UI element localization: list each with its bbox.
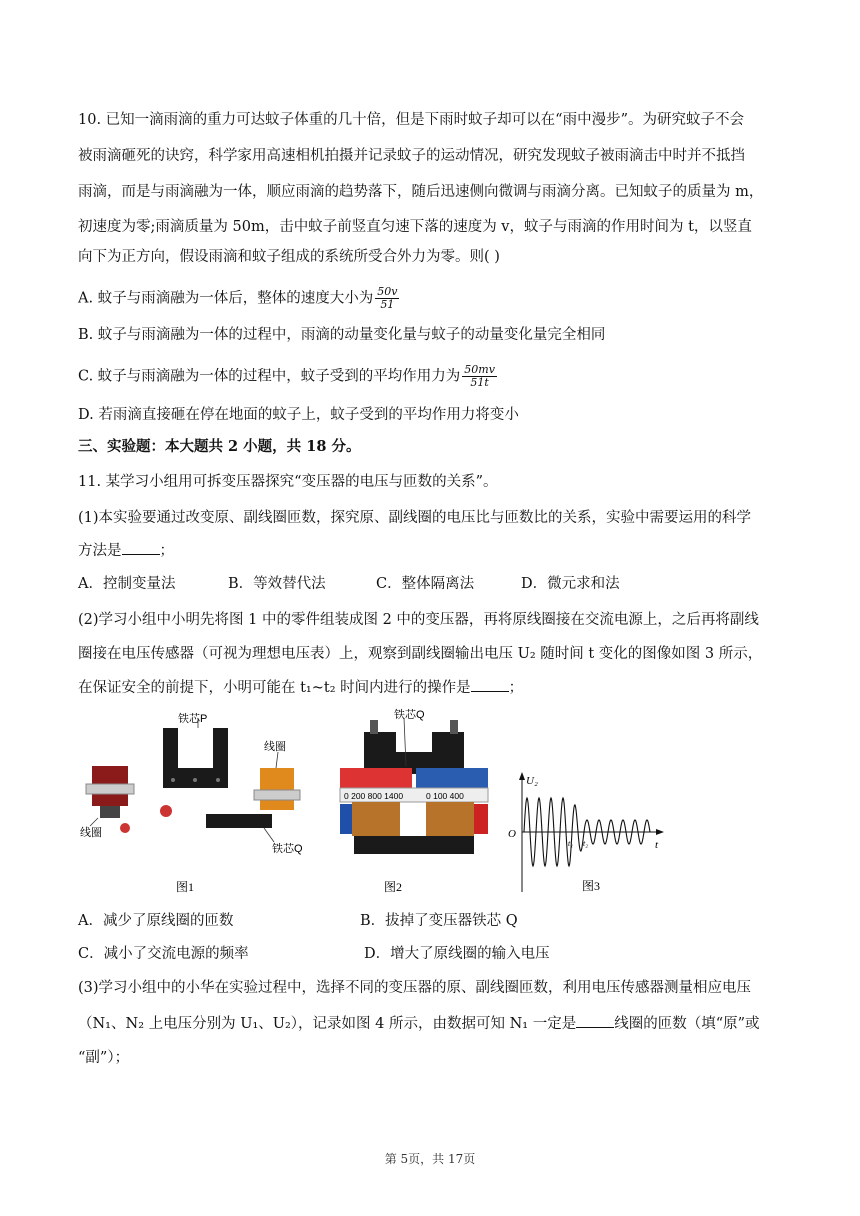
q11-p3-line-1: (3)学习小组中的小华在实验过程中，选择不同的变压器的原、副线圈匝数，利用电压传感器测量相应电压 (78, 980, 752, 996)
q10-option-b: B. 蚊子与雨滴融为一体的过程中，雨滴的动量变化量与蚊子的动量变化量完全相同 (78, 327, 606, 343)
left-coil-base (100, 806, 120, 818)
q10-line-2: 被雨滴砸死的诀窍，科学家用高速相机拍摄并记录蚊子的运动情况，研究发现蚊子被雨滴击中时并不抵挡 (78, 148, 745, 164)
p1-option-a: A．控制变量法 (78, 576, 176, 592)
label-coil-top: 线圈 (264, 741, 286, 753)
q11-p3-line-3: “副”）； (78, 1050, 130, 1066)
label-core-q-2: 铁芯Q (394, 709, 425, 721)
p2-options-row-2 (78, 944, 550, 964)
label-coil-left: 线圈 (80, 827, 102, 839)
x-axis-label: t (655, 839, 659, 851)
q11-p1-options (78, 574, 620, 594)
answer-blank-3[interactable] (576, 1013, 614, 1028)
q11-p1-line-1: (1)本实验要通过改变原、副线圈匝数，探究原、副线圈的电压比与匝数比的关系，实验中需要运用的科学 (78, 510, 752, 526)
p2-option-b: B．拔掉了变压器铁芯 Q (360, 913, 518, 929)
right-coil-body (260, 768, 294, 810)
origin-label: O (508, 828, 516, 840)
core-base (354, 836, 474, 854)
q11-p2-line-3: 在保证安全的前提下，小明可能在 t₁~t₂ 时间内进行的操作是 ； (78, 677, 788, 698)
fraction-c: $\frac{50mv}{51t}$ (464, 363, 495, 389)
left-coil-top (340, 768, 412, 788)
scale-right-text: 0 100 400 (426, 791, 464, 801)
figure-1-transformer-parts (78, 708, 328, 898)
q11-p3-line-2: （N₁、N₂ 上电压分别为 U₁、U₂），记录如图 4 所示，由数据可知 N₁ 一定是 线圈的匝数（填“原”或 (78, 1013, 788, 1034)
right-coil-copper (426, 802, 474, 836)
q10-option-c: C. 蚊子与雨滴融为一体的过程中，蚊子受到的平均作用力为 $\frac{50mv}{51t}$ (78, 363, 495, 389)
scale-left-text: 0 200 800 1400 (344, 791, 404, 801)
label-core-q: 铁芯Q (272, 843, 303, 855)
figure-2-assembled-transformer (334, 706, 494, 898)
figure-3-voltage-graph (500, 770, 670, 898)
core-q (206, 814, 272, 828)
q11-p1-line-2: 方法是 ； (78, 540, 788, 561)
figure-1-caption: 图1 (176, 880, 195, 894)
fraction-a: $\frac{50v}{51}$ (377, 285, 398, 311)
q11-intro: 11. 某学习小组用可拆变压器探究“变压器的电压与匝数的关系”。 (78, 474, 498, 490)
answer-blank-1[interactable] (122, 540, 160, 555)
core-p-gap (178, 728, 213, 768)
figure-3-caption: 图3 (582, 879, 601, 893)
figure-2-caption: 图2 (384, 880, 403, 894)
right-coil-top (416, 768, 488, 788)
q10-option-a: A. 蚊子与雨滴融为一体后，整体的速度大小为 $\frac{50v}{51}$ (78, 285, 398, 311)
p2-option-d: D．增大了原线圈的输入电压 (364, 946, 550, 962)
page-footer: 第 5页，共 17页 (384, 1152, 476, 1166)
p2-option-a: A．减少了原线圈的匝数 (78, 913, 234, 929)
y-axis-label: U₂ (526, 775, 538, 787)
p1-option-b: B．等效替代法 (228, 576, 326, 592)
answer-blank-2[interactable] (471, 677, 509, 692)
p2-options-row-1 (78, 911, 518, 931)
p1-option-d: D．微元求和法 (521, 576, 620, 592)
q11-p2-line-1: (2)学习小组中小明先将图 1 中的零件组装成图 2 中的变压器，再将原线圈接在交流电源上，之后再将副线 (78, 612, 759, 628)
q10-line-1: 10. 已知一滴雨滴的重力可达蚊子体重的几十倍，但是下雨时蚊子却可以在“雨中漫步”。为研究蚊子不会 (78, 112, 744, 128)
left-coil-copper (352, 802, 400, 836)
q10-line-4: 初速度为零;雨滴质量为 50m，击中蚊子前竖直匀速下落的速度为 v，蚊子与雨滴的作用时间为 t，以竖直 (78, 219, 752, 235)
p2-option-c: C．减小了交流电源的频率 (78, 946, 249, 962)
right-coil-plate (254, 790, 300, 800)
q10-line-5: 向下为正方向，假设雨滴和蚊子组成的系统所受合外力为零。则( ) (78, 249, 500, 265)
section-heading: 三、实验题：本大题共 2 小题，共 18 分。 (78, 438, 361, 455)
left-coil-plate (86, 784, 134, 794)
p1-option-c: C．整体隔离法 (376, 576, 475, 592)
label-core-p: 铁芯P (178, 713, 208, 725)
terminal-knob-2 (160, 805, 172, 817)
q10-line-3: 雨滴，而是与雨滴融为一体，顺应雨滴的趋势落下，随后迅速侧向微调与雨滴分离。已知蚊子的质量为 m， (78, 184, 764, 200)
t2-label: t₂ (583, 839, 589, 848)
q11-p2-line-2: 圈接在电压传感器（可视为理想电压表）上，观察到副线圈输出电压 U₂ 随时间 t 变化的图像如图 3 所示， (78, 646, 763, 662)
t1-label: t₁ (568, 839, 574, 848)
q10-option-d: D. 若雨滴直接砸在停在地面的蚊子上，蚊子受到的平均作用力将变小 (78, 407, 519, 423)
terminal-knob (120, 823, 130, 833)
